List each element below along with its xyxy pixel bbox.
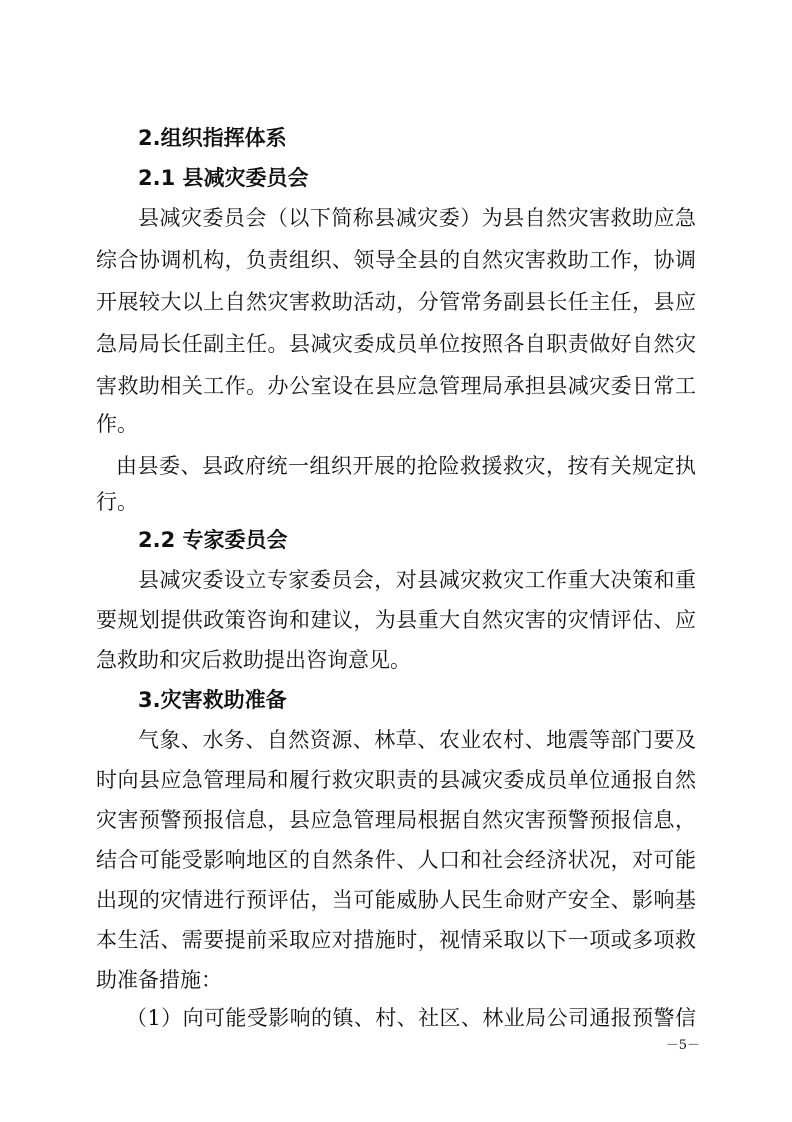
- paragraph-line: 县减灾委员会（以下简称县减灾委）为县自然灾害救助应急: [138, 206, 696, 230]
- paragraph-line: 结合可能受影响地区的自然条件、人口和社会经济状况，对可能: [96, 848, 696, 872]
- paragraph-line: 由县委、县政府统一组织开展的抢险救援救灾，按有关规定执: [116, 454, 696, 478]
- paragraph-line: 急局局长任副主任。县减灾委成员单位按照各自职责做好自然灾: [96, 332, 696, 356]
- section-heading-2: 2.组织指挥体系: [138, 126, 287, 150]
- paragraph-line: 急救助和灾后救助提出咨询意见。: [96, 648, 411, 672]
- paragraph-line: 害救助相关工作。办公室设在县应急管理局承担县减灾委日常工: [96, 374, 696, 398]
- paragraph-line: 气象、水务、自然资源、林草、农业农村、地震等部门要及: [138, 728, 696, 752]
- paragraph-line: 作。: [96, 412, 138, 436]
- page-number: －5－: [665, 1038, 700, 1053]
- paragraph-line: 要规划提供政策咨询和建议，为县重大自然灾害的灾情评估、应: [96, 608, 696, 632]
- paragraph-line: 本生活、需要提前采取应对措施时，视情采取以下一项或多项救: [96, 928, 696, 952]
- subsection-heading-2-1: 2.1 县减灾委员会: [138, 166, 309, 190]
- paragraph-line: 助准备措施：: [96, 968, 222, 992]
- paragraph-line: 综合协调机构，负责组织、领导全县的自然灾害救助工作，协调: [96, 248, 696, 272]
- paragraph-line: 开展较大以上自然灾害救助活动，分管常务副县长任主任，县应: [96, 290, 696, 314]
- section-heading-3: 3.灾害救助准备: [138, 688, 287, 712]
- paragraph-line: 行。: [96, 490, 138, 514]
- paragraph-line: 县减灾委设立专家委员会，对县减灾救灾工作重大决策和重: [138, 568, 696, 592]
- paragraph-line: 时向县应急管理局和履行救灾职责的县减灾委成员单位通报自然: [96, 768, 696, 792]
- paragraph-line: 灾害预警预报信息，县应急管理局根据自然灾害预警预报信息，: [96, 808, 696, 832]
- list-item-line: （1）向可能受影响的镇、村、社区、林业局公司通报预警信: [126, 1006, 696, 1030]
- subsection-heading-2-2: 2.2 专家委员会: [138, 528, 288, 552]
- paragraph-line: 出现的灾情进行预评估，当可能威胁人民生命财产安全、影响基: [96, 888, 696, 912]
